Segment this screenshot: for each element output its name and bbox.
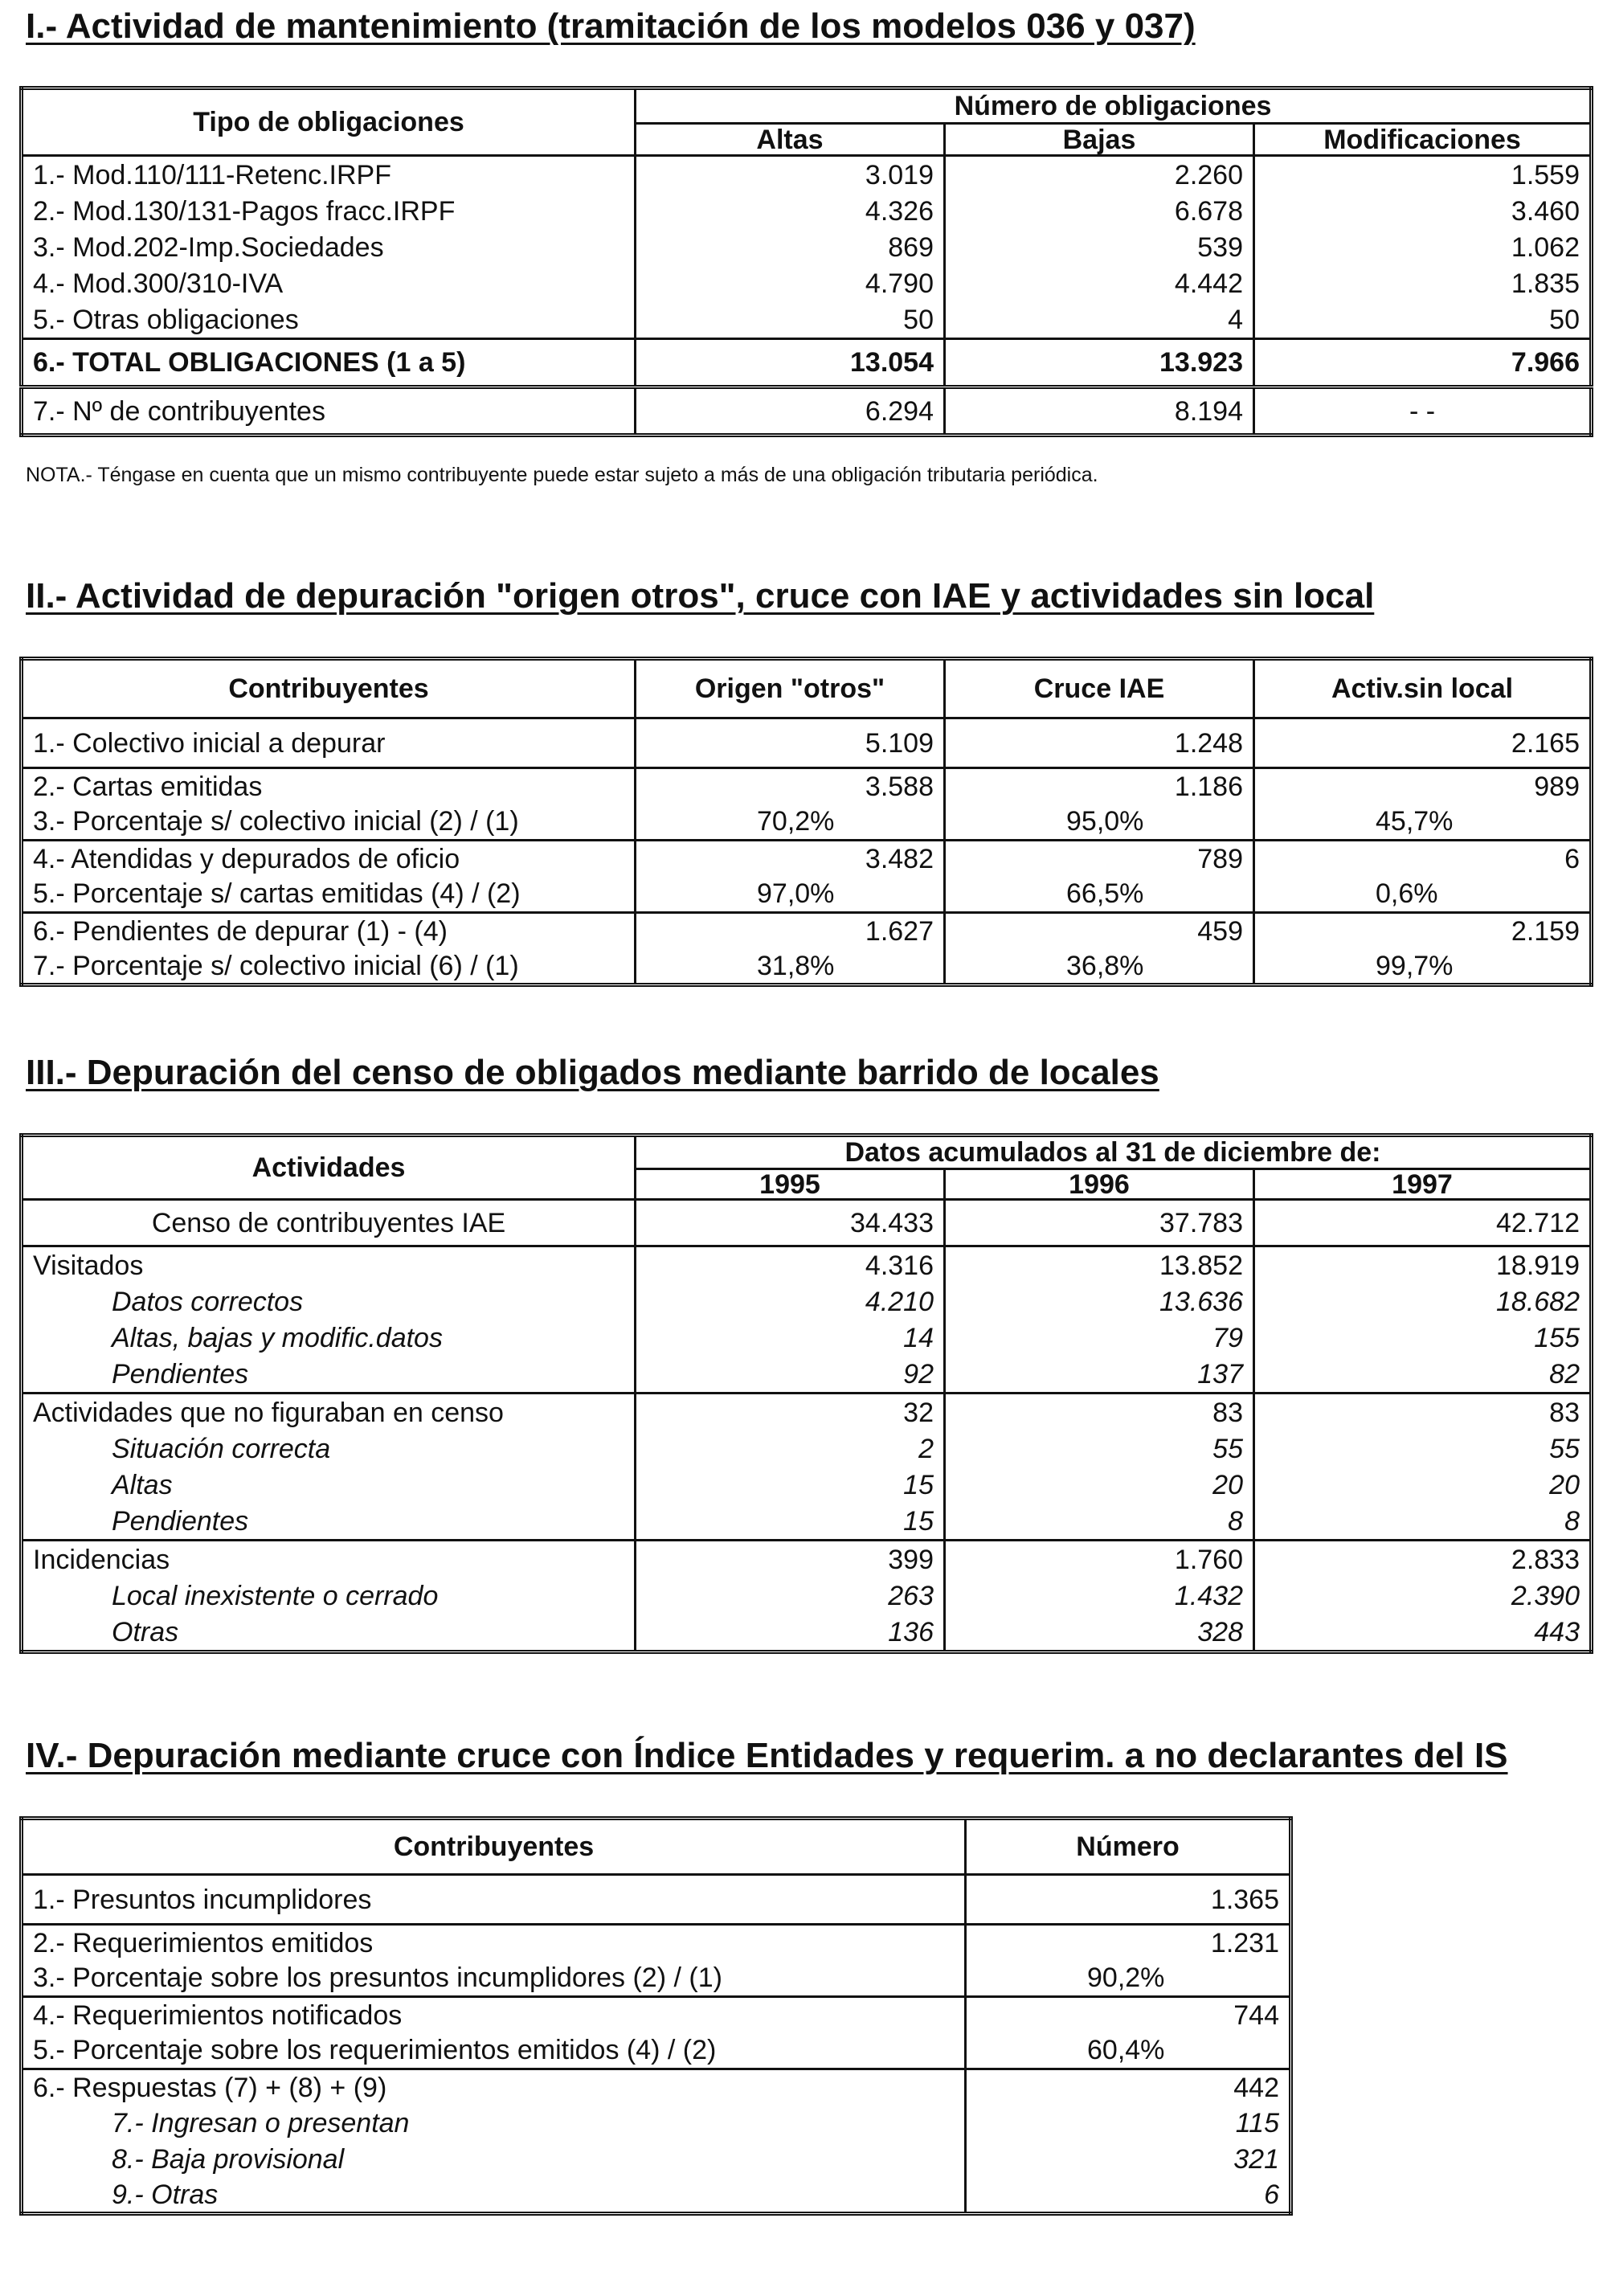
col-header-numero: Número <box>966 1819 1291 1875</box>
cell-bajas: 4 <box>945 301 1254 339</box>
cell-1995: 4.210 <box>636 1283 945 1320</box>
cell-numero: 6 <box>966 2178 1291 2214</box>
cell-1996: 1.760 <box>945 1541 1254 1578</box>
table-row <box>22 913 1592 949</box>
table-row <box>22 229 1592 265</box>
cell-mod: 1.559 <box>1254 156 1592 194</box>
contrib-label: 7.- Nº de contribuyentes <box>33 395 325 427</box>
cell-mod: 1.835 <box>1254 265 1592 301</box>
row-label: 7.- Ingresan o presentan <box>112 2108 410 2138</box>
cell-1997: 55 <box>1254 1430 1592 1467</box>
cell-activ: 989 <box>1254 768 1592 804</box>
row-label: Incidencias <box>33 1544 170 1575</box>
row-label: 9.- Otras <box>112 2179 219 2210</box>
cell-origen: 1.627 <box>636 913 945 949</box>
contrib-altas: 6.294 <box>636 387 945 436</box>
table-row <box>22 2033 1291 2069</box>
cell-1997: 82 <box>1254 1356 1592 1394</box>
cell-1995: 34.433 <box>636 1200 945 1246</box>
col-header-tipo: Tipo de obligaciones <box>22 88 636 156</box>
col-header-1996: 1996 <box>945 1169 1254 1200</box>
total-label: 6.- TOTAL OBLIGACIONES (1 a 5) <box>22 339 636 387</box>
row-label: 8.- Baja provisional <box>112 2144 345 2175</box>
row-label: 3.- Porcentaje sobre los presuntos incumplidores (2) / (1) <box>22 1961 966 1997</box>
row-label: Visitados <box>33 1250 144 1281</box>
cell-1997: 2.833 <box>1254 1541 1592 1578</box>
censo-row <box>22 1200 1592 1246</box>
cell-1997: 42.712 <box>1254 1200 1592 1246</box>
cell-bajas: 539 <box>945 229 1254 265</box>
cell-1995: 136 <box>636 1614 945 1652</box>
row-label: 1.- Colectivo inicial a depurar <box>22 718 636 768</box>
total-row <box>22 339 1592 387</box>
row-label: 2.- Requerimientos emitidos <box>33 1927 374 1958</box>
table-row <box>22 1430 1592 1467</box>
cell-numero: 1.365 <box>966 1875 1291 1925</box>
cell-origen: 31,8% <box>636 949 945 985</box>
cell-bajas: 6.678 <box>945 193 1254 229</box>
total-altas: 13.054 <box>636 339 945 387</box>
note-text: NOTA.- Téngase en cuenta que un mismo contribuyente puede estar sujeto a más de una obligación tributaria periódica. <box>26 464 1098 486</box>
cell-numero: 321 <box>966 2142 1291 2178</box>
cell-numero: 90,2% <box>966 1961 1291 1997</box>
col-header-1995: 1995 <box>636 1169 945 1200</box>
cell-1995: 32 <box>636 1394 945 1431</box>
census-table <box>19 1133 1593 1654</box>
cell-1997: 20 <box>1254 1467 1592 1503</box>
col-header-modificaciones: Modificaciones <box>1254 124 1592 156</box>
section2-title: II.- Actividad de depuración "origen otros", cruce con IAE y actividades sin local <box>26 576 1375 616</box>
cell-1996: 37.783 <box>945 1200 1254 1246</box>
table-row <box>22 265 1592 301</box>
table-row <box>22 2142 1291 2178</box>
row-label: 5.- Porcentaje s/ cartas emitidas (4) / (2) <box>22 877 636 913</box>
cell-origen: 70,2% <box>636 804 945 841</box>
table-row <box>22 841 1592 877</box>
table-row <box>22 1614 1592 1652</box>
cell-origen: 3.588 <box>636 768 945 804</box>
total-bajas: 13.923 <box>945 339 1254 387</box>
col-header-contribuyentes: Contribuyentes <box>22 1819 966 1875</box>
cell-mod: 1.062 <box>1254 229 1592 265</box>
table-row <box>22 156 1592 194</box>
cell-mod: 3.460 <box>1254 193 1592 229</box>
col-header-origen: Origen "otros" <box>636 659 945 718</box>
col-header-cruce: Cruce IAE <box>945 659 1254 718</box>
cell-1995: 2 <box>636 1430 945 1467</box>
cell-cruce: 459 <box>945 913 1254 949</box>
cell-1996: 13.852 <box>945 1246 1254 1284</box>
row-label: Actividades que no figuraban en censo <box>33 1397 504 1428</box>
cell-1995: 15 <box>636 1467 945 1503</box>
cell-1996: 137 <box>945 1356 1254 1394</box>
table-row <box>22 877 1592 913</box>
cell-numero: 115 <box>966 2106 1291 2142</box>
total-mod: 7.966 <box>1254 339 1592 387</box>
cell-1996: 1.432 <box>945 1578 1254 1614</box>
cell-1995: 399 <box>636 1541 945 1578</box>
table-row <box>22 949 1592 985</box>
cell-numero: 60,4% <box>966 2033 1291 2069</box>
section1-title: I.- Actividad de mantenimiento (tramitación de los modelos 036 y 037) <box>26 6 1196 46</box>
row-label: Pendientes <box>22 1503 636 1541</box>
cell-origen: 5.109 <box>636 718 945 768</box>
row-label: 4.- Mod.300/310-IVA <box>33 268 284 299</box>
row-label: 2.- Cartas emitidas <box>33 771 263 802</box>
row-label: Local inexistente o cerrado <box>112 1580 439 1611</box>
table-row <box>22 1875 1291 1925</box>
col-header-actividades: Actividades <box>22 1136 636 1200</box>
col-header-activ: Activ.sin local <box>1254 659 1592 718</box>
contrib-bajas: 8.194 <box>945 387 1254 436</box>
cell-1996: 8 <box>945 1503 1254 1541</box>
table-row <box>22 1541 1592 1578</box>
table-row <box>22 1283 1592 1320</box>
col-header-datos: Datos acumulados al 31 de diciembre de: <box>636 1136 1592 1169</box>
cell-1995: 92 <box>636 1356 945 1394</box>
row-label: Otras <box>112 1616 179 1647</box>
cell-activ: 2.159 <box>1254 913 1592 949</box>
cell-1997: 2.390 <box>1254 1578 1592 1614</box>
cell-1997: 155 <box>1254 1320 1592 1356</box>
cell-1995: 4.316 <box>636 1246 945 1284</box>
cell-1996: 83 <box>945 1394 1254 1431</box>
cell-cruce: 789 <box>945 841 1254 877</box>
cell-altas: 869 <box>636 229 945 265</box>
row-label: Pendientes <box>22 1356 636 1394</box>
cell-mod: 50 <box>1254 301 1592 339</box>
cell-numero: 744 <box>966 1997 1291 2033</box>
cell-cruce: 66,5% <box>945 877 1254 913</box>
cell-1997: 443 <box>1254 1614 1592 1652</box>
table-row <box>22 1320 1592 1356</box>
cell-1996: 13.636 <box>945 1283 1254 1320</box>
table-row <box>22 1578 1592 1614</box>
cell-1995: 263 <box>636 1578 945 1614</box>
table-row <box>22 1961 1291 1997</box>
cell-1997: 8 <box>1254 1503 1592 1541</box>
cell-activ: 2.165 <box>1254 718 1592 768</box>
table-row <box>22 1394 1592 1431</box>
cell-origen: 97,0% <box>636 877 945 913</box>
table-row <box>22 1925 1291 1961</box>
cell-cruce: 95,0% <box>945 804 1254 841</box>
col-header-bajas: Bajas <box>945 124 1254 156</box>
cell-1995: 15 <box>636 1503 945 1541</box>
table-row <box>22 1467 1592 1503</box>
table-row <box>22 2106 1291 2142</box>
cell-activ: 0,6% <box>1254 877 1592 913</box>
cell-cruce: 1.248 <box>945 718 1254 768</box>
row-label: 3.- Porcentaje s/ colectivo inicial (2) / (1) <box>22 804 636 841</box>
cell-activ: 45,7% <box>1254 804 1592 841</box>
row-label: 6.- Respuestas (7) + (8) + (9) <box>33 2072 387 2103</box>
cell-altas: 3.019 <box>636 156 945 194</box>
cell-1995: 14 <box>636 1320 945 1356</box>
row-label: 4.- Requerimientos notificados <box>33 1999 403 2031</box>
section3-title: III.- Depuración del censo de obligados mediante barrido de locales <box>26 1053 1159 1092</box>
col-header-numero: Número de obligaciones <box>636 88 1592 124</box>
row-label: Datos correctos <box>112 1286 304 1317</box>
row-label: Situación correcta <box>112 1433 331 1464</box>
cell-bajas: 4.442 <box>945 265 1254 301</box>
row-label: 2.- Mod.130/131-Pagos fracc.IRPF <box>33 195 456 227</box>
row-label: 1.- Mod.110/111-Retenc.IRPF <box>33 159 391 190</box>
cell-1996: 55 <box>945 1430 1254 1467</box>
cell-altas: 50 <box>636 301 945 339</box>
table-row <box>22 1997 1291 2033</box>
cell-1996: 328 <box>945 1614 1254 1652</box>
depuration-table <box>19 657 1593 987</box>
table-row <box>22 2178 1291 2214</box>
cell-altas: 4.326 <box>636 193 945 229</box>
row-label: Altas <box>112 1469 173 1500</box>
contrib-row <box>22 387 1592 436</box>
table-row <box>22 768 1592 804</box>
table-row <box>22 1503 1592 1541</box>
cell-numero: 1.231 <box>966 1925 1291 1961</box>
row-label: 5.- Porcentaje sobre los requerimientos emitidos (4) / (2) <box>22 2033 966 2069</box>
maintenance-table <box>19 86 1593 437</box>
cell-1996: 20 <box>945 1467 1254 1503</box>
cell-origen: 3.482 <box>636 841 945 877</box>
row-label: 3.- Mod.202-Imp.Sociedades <box>33 231 384 263</box>
row-label: 6.- Pendientes de depurar (1) - (4) <box>33 915 448 947</box>
table-row <box>22 1246 1592 1284</box>
cell-altas: 4.790 <box>636 265 945 301</box>
row-label: 4.- Atendidas y depurados de oficio <box>33 843 460 874</box>
row-label: 5.- Otras obligaciones <box>22 301 636 339</box>
table-row <box>22 193 1592 229</box>
entities-table <box>19 1816 1293 2216</box>
table-row <box>22 301 1592 339</box>
table-row <box>22 1356 1592 1394</box>
cell-activ: 6 <box>1254 841 1592 877</box>
cell-1997: 83 <box>1254 1394 1592 1431</box>
cell-1996: 79 <box>945 1320 1254 1356</box>
censo-label: Censo de contribuyentes IAE <box>22 1200 636 1246</box>
table-row <box>22 2069 1291 2106</box>
row-label: Altas, bajas y modific.datos <box>112 1322 443 1353</box>
row-label: 1.- Presuntos incumplidores <box>22 1875 966 1925</box>
cell-1997: 18.682 <box>1254 1283 1592 1320</box>
cell-numero: 442 <box>966 2069 1291 2106</box>
cell-1997: 18.919 <box>1254 1246 1592 1284</box>
cell-cruce: 36,8% <box>945 949 1254 985</box>
table-row <box>22 804 1592 841</box>
col-header-contribuyentes: Contribuyentes <box>22 659 636 718</box>
col-header-1997: 1997 <box>1254 1169 1592 1200</box>
section4-title: IV.- Depuración mediante cruce con Índice Entidades y requerim. a no declarantes del IS <box>26 1736 1508 1775</box>
col-header-altas: Altas <box>636 124 945 156</box>
cell-bajas: 2.260 <box>945 156 1254 194</box>
table-row <box>22 718 1592 768</box>
row-label: 7.- Porcentaje s/ colectivo inicial (6) / (1) <box>33 950 519 981</box>
cell-cruce: 1.186 <box>945 768 1254 804</box>
contrib-mod: - - <box>1254 387 1592 436</box>
cell-activ: 99,7% <box>1254 949 1592 985</box>
